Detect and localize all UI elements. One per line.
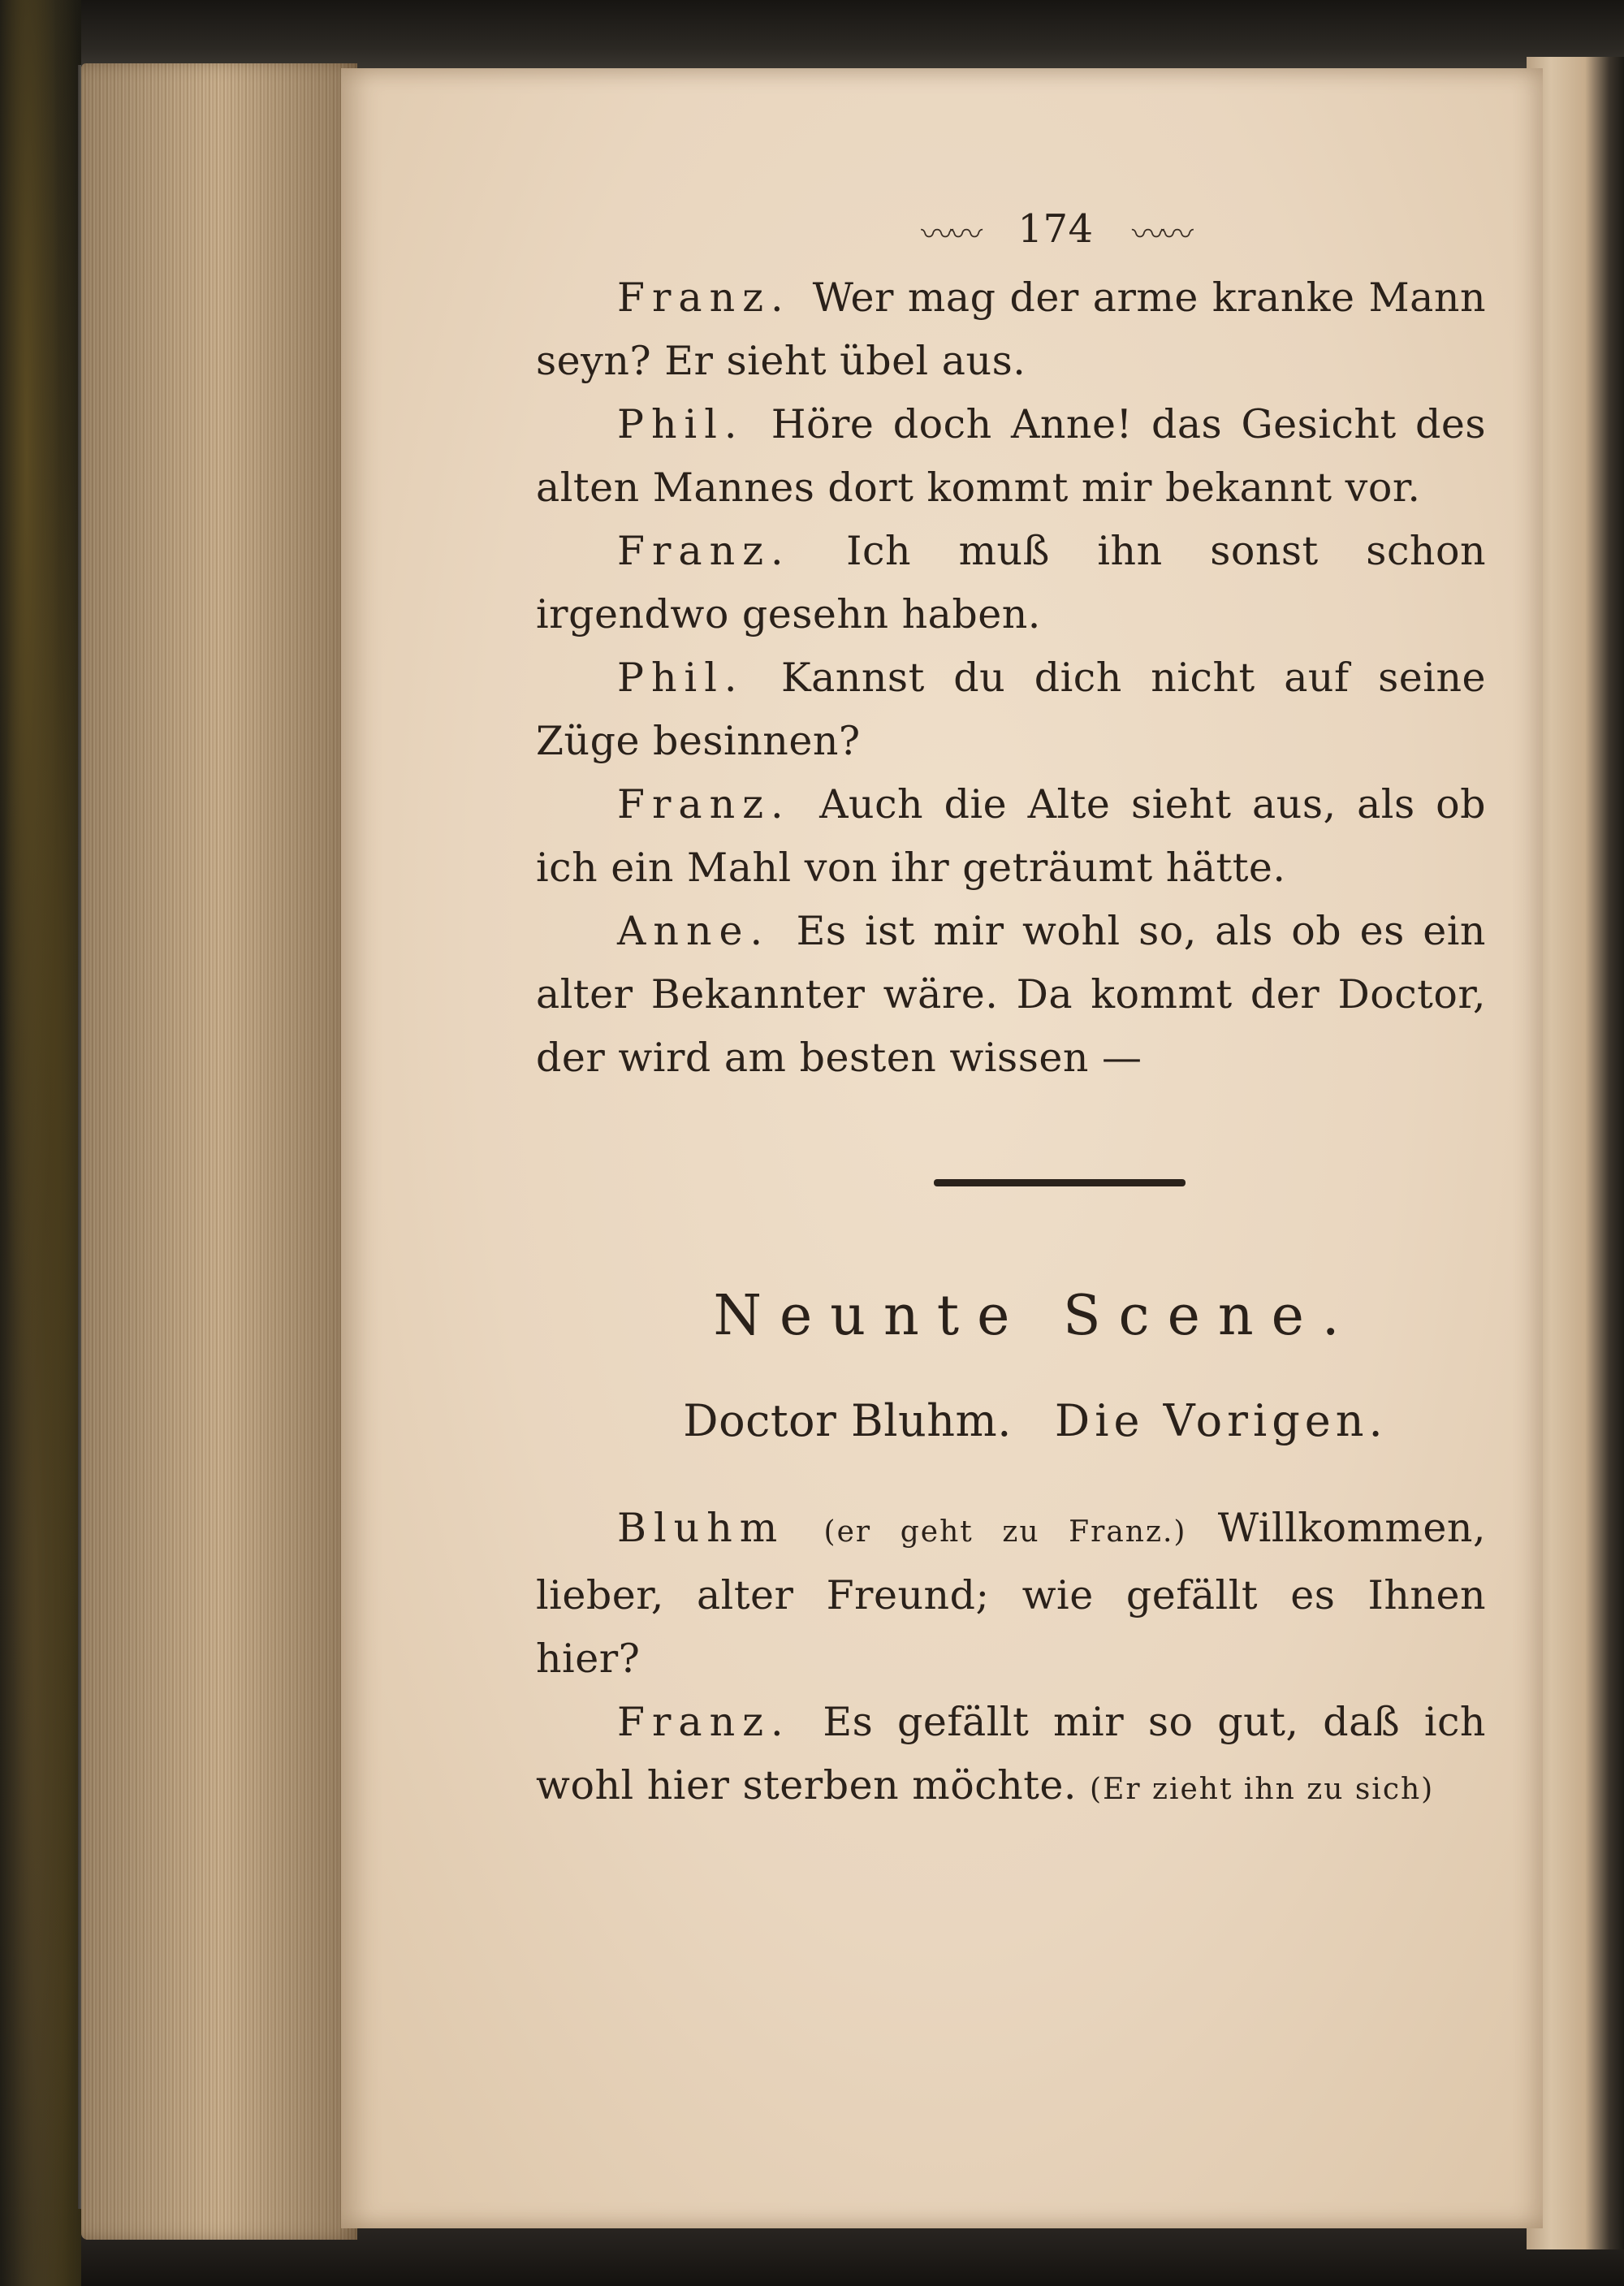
book-cover-marbled bbox=[0, 0, 89, 2286]
book-board-top bbox=[81, 0, 1624, 69]
page-number: 174 bbox=[1017, 206, 1094, 252]
cast-doctor: Doctor Bluhm. bbox=[683, 1395, 1012, 1446]
line-text: Willkommen, lieber, alter Freund; wie gefällt es Ihnen hier? bbox=[536, 1505, 1487, 1682]
speaker-name: Franz. bbox=[617, 1699, 791, 1745]
line-text: Ich muß ihn sonst schon irgendwo gesehn haben. bbox=[536, 528, 1487, 637]
dialogue-bottom bbox=[536, 1497, 1486, 1821]
header-ornament-right: 〰〰 bbox=[1131, 216, 1190, 253]
scene-title: Neunte Scene. bbox=[713, 1284, 1358, 1348]
book-page bbox=[341, 68, 1543, 2228]
speaker-name: Anne. bbox=[617, 908, 771, 954]
speaker-name: Phil. bbox=[617, 655, 745, 701]
page-text bbox=[536, 206, 1486, 1821]
line-text: Kannst du dich nicht auf seine Züge besinnen? bbox=[536, 655, 1487, 764]
dialogue-line bbox=[536, 900, 1486, 1090]
speaker-name: Franz. bbox=[617, 274, 791, 321]
line-text: Es gefällt mir so gut, daß ich wohl hier sterben möchte. bbox=[536, 1699, 1486, 1808]
dialogue-line bbox=[536, 520, 1486, 646]
line-text: Auch die Alte sieht aus, als ob ich ein Mahl von ihr geträumt hätte. bbox=[536, 781, 1486, 891]
dialogue-line bbox=[536, 646, 1486, 773]
line-text: Höre doch Anne! das Gesicht des alten Mannes dort kommt mir bekannt vor. bbox=[536, 401, 1486, 511]
dialogue-line bbox=[536, 1497, 1486, 1691]
line-text: Wer mag der arme kranke Mann seyn? Er sieht übel aus. bbox=[536, 274, 1487, 384]
dialogue-line bbox=[536, 393, 1486, 520]
speaker-name: Franz. bbox=[617, 528, 791, 574]
page-stack-shade bbox=[81, 63, 357, 2240]
dialogue-line bbox=[536, 773, 1486, 900]
cast-others: Die Vorigen. bbox=[1054, 1395, 1388, 1446]
stage-direction: (er geht zu Franz.) bbox=[823, 1515, 1187, 1549]
speaker-name: Phil. bbox=[617, 401, 745, 447]
line-text: Es ist mir wohl so, als ob es ein alter Bekannter wäre. Da kommt der Doctor, der wird am besten wissen — bbox=[536, 908, 1486, 1081]
speaker-name: Bluhm bbox=[617, 1505, 785, 1551]
dialogue-line bbox=[536, 266, 1486, 393]
speaker-name: Franz. bbox=[617, 781, 791, 828]
scene-cast bbox=[585, 1395, 1486, 1446]
dialogue-line bbox=[536, 1691, 1486, 1821]
stage-direction: (Er zieht ihn zu sich) bbox=[1090, 1773, 1435, 1806]
header-ornament-left: 〰〰 bbox=[921, 216, 980, 253]
section-divider-rule bbox=[934, 1179, 1186, 1186]
dialogue-top bbox=[536, 266, 1486, 1090]
page-header bbox=[625, 206, 1486, 255]
